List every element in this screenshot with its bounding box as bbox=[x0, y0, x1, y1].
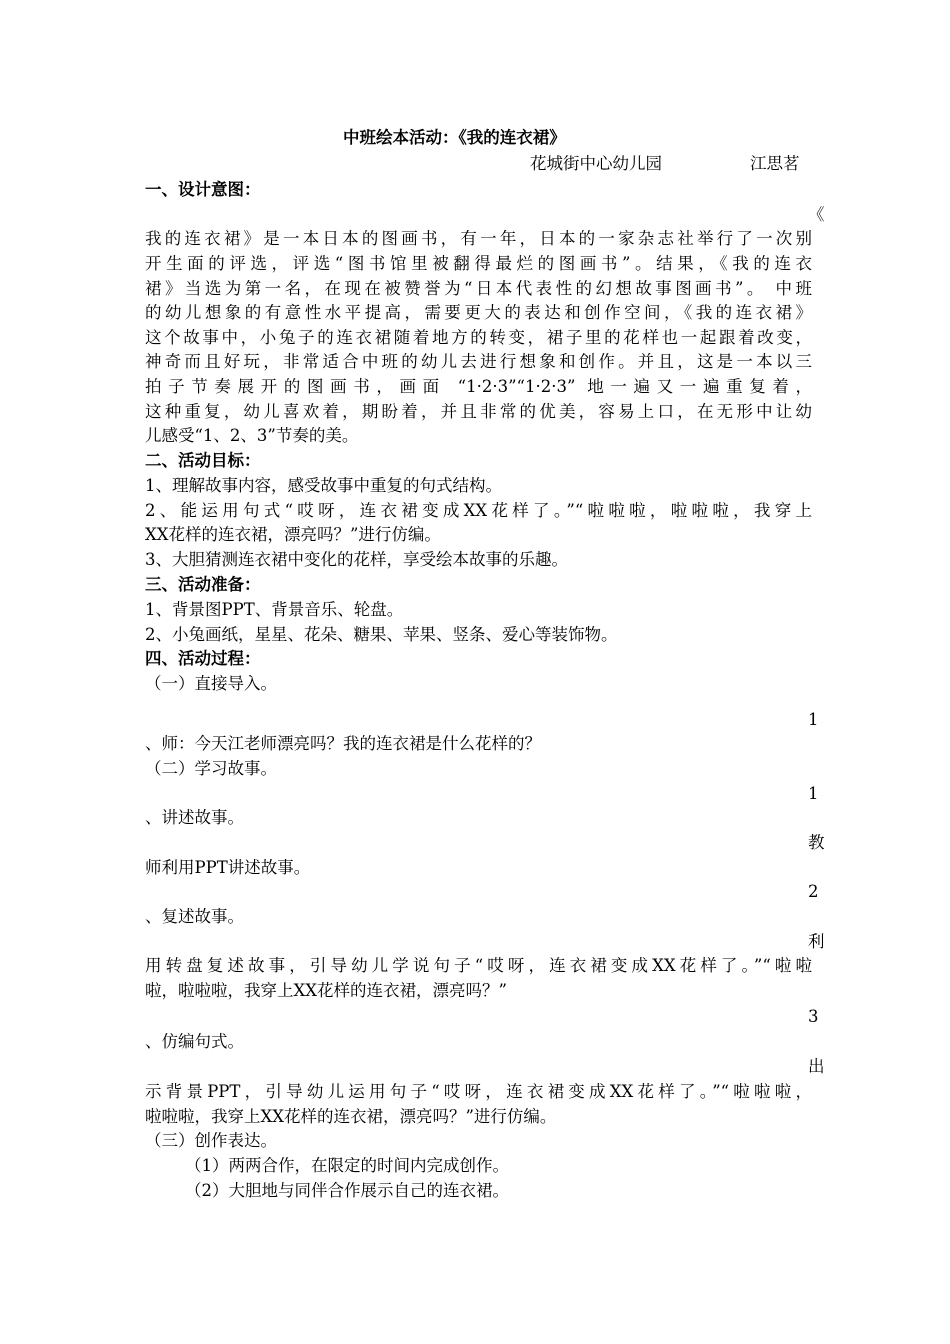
design-line: 儿感受“1、2、3”节奏的美。 bbox=[145, 426, 359, 445]
process-text: 师利用PPT讲述故事。 bbox=[145, 858, 311, 877]
goal-item: 3、大胆猜测连衣裙中变化的花样，享受绘本故事的乐趣。 bbox=[145, 550, 568, 569]
margin-number: 3 bbox=[808, 1007, 819, 1026]
margin-number: 1 bbox=[808, 784, 819, 803]
goal-item-continued: XX花样的连衣裙，漂亮吗？”进行仿编。 bbox=[145, 525, 441, 544]
author-school: 花城街中心幼儿园 bbox=[530, 154, 662, 173]
margin-number: 2 bbox=[808, 882, 819, 901]
section-heading-goals: 二、活动目标： bbox=[145, 451, 261, 470]
design-line: 的幼儿想象的有意性水平提高，需要更大的表达和创作空间，《我的连衣裙》 bbox=[145, 303, 812, 322]
process-step: 、讲述故事。 bbox=[145, 808, 244, 827]
preparation-item: 2、小兔画纸，星星、花朵、糖果、苹果、竖条、爱心等装饰物。 bbox=[145, 625, 618, 644]
open-quote-mark: 《 bbox=[808, 205, 825, 224]
section-heading-process: 四、活动过程： bbox=[145, 649, 261, 668]
goal-item: 1、理解故事内容，感受故事中重复的句式结构。 bbox=[145, 476, 502, 495]
process-part-heading: （二）学习故事。 bbox=[145, 759, 277, 778]
process-sub-item: （2）大胆地与同伴合作展示自己的连衣裙。 bbox=[185, 1181, 509, 1200]
design-line: 裙》当选为第一名，在现在被赞誉为“日本代表性的幻想故事图画书”。 中班 bbox=[145, 279, 812, 298]
process-text: 示背景PPT，引导幼儿运用句子“哎呀，连衣裙变成XX花样了。”“啦啦啦， bbox=[145, 1082, 812, 1101]
process-step: 、复述故事。 bbox=[145, 907, 244, 926]
design-line: 我的连衣裙》是一本日本的图画书，有一年，日本的一家杂志社举行了一次别 bbox=[145, 229, 812, 248]
margin-char: 利 bbox=[808, 932, 825, 951]
margin-char: 教 bbox=[808, 833, 825, 852]
section-heading-preparation: 三、活动准备： bbox=[145, 575, 261, 594]
page-title: 中班绘本活动：《我的连衣裙》 bbox=[343, 128, 566, 147]
process-part-heading: （三）创作表达。 bbox=[145, 1131, 277, 1150]
author-name: 江思茗 bbox=[750, 154, 800, 173]
design-line: 这种重复，幼儿喜欢着，期盼着，并且非常的优美，容易上口，在无形中让幼 bbox=[145, 402, 812, 421]
preparation-item: 1、背景图PPT、背景音乐、轮盘。 bbox=[145, 600, 404, 619]
process-part-heading: （一）直接导入。 bbox=[145, 674, 277, 693]
design-line: 这个故事中，小兔子的连衣裙随着地方的转变，裙子里的花样也一起跟着改变， bbox=[145, 328, 812, 347]
process-sub-item: （1）两两合作，在限定的时间内完成创作。 bbox=[185, 1156, 509, 1175]
design-line: 神奇而且好玩，非常适合中班的幼儿去进行想象和创作。并且，这是一本以三 bbox=[145, 352, 812, 371]
design-line: 开生面的评选，评选“图书馆里被翻得最烂的图画书”。结果，《我的连衣 bbox=[145, 254, 812, 273]
process-text: 啦啦啦，我穿上XX花样的连衣裙，漂亮吗？”进行仿编。 bbox=[145, 1107, 557, 1126]
margin-char: 出 bbox=[808, 1057, 825, 1076]
process-text: 、师：今天江老师漂亮吗？我的连衣裙是什么花样的？ bbox=[145, 734, 541, 753]
process-text: 啦，啦啦啦，我穿上XX花样的连衣裙，漂亮吗？” bbox=[145, 981, 507, 1000]
section-heading-design: 一、设计意图： bbox=[145, 180, 261, 199]
process-step: 、仿编句式。 bbox=[145, 1032, 244, 1051]
design-line: 拍子节奏展开的图画书，画面 “1·2·3”“1·2·3” 地一遍又一遍重复着， bbox=[145, 377, 812, 396]
process-text: 用转盘复述故事，引导幼儿学说句子“哎呀，连衣裙变成XX花样了。”“啦啦 bbox=[145, 956, 812, 975]
goal-item: 2、能运用句式“哎呀，连衣裙变成XX花样了。”“啦啦啦，啦啦啦，我穿上 bbox=[145, 501, 812, 520]
margin-number: 1 bbox=[808, 710, 819, 729]
